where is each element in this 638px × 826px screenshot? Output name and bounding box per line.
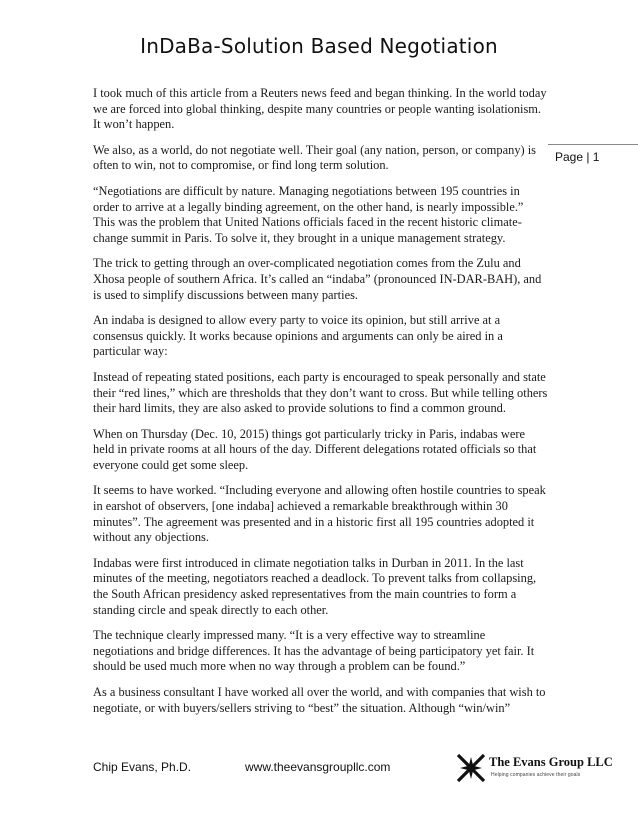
page-title: InDaBa-Solution Based Negotiation	[140, 34, 498, 58]
paragraph-6: Instead of repeating stated positions, each party is encouraged to speak personally and state their “red lines,” which are thresholds that they don’t want to cross. But while telling others their hard limits, they are also asked to provide solutions to find a common ground.	[93, 369, 548, 416]
paragraph-2: We also, as a world, do not negotiate well. Their goal (any nation, person, or company) is often to win, not to compromise, or find long term solution.	[93, 142, 537, 173]
paragraph-11: As a business consultant I have worked all over the world, and with companies that wish to negotiate, or with buyers/sellers striving to “best” the situation. Although “win/win”	[93, 685, 546, 715]
x-star-logo-icon	[455, 752, 487, 784]
paragraph-8: It seems to have worked. “Including everyone and allowing often hostile countries to speak in earshot of observers, [one indaba] achieved a remarkable breakthrough within 30 minutes”. The agreement was presented and in a historic first all 195 countries adopted it without any objections.	[93, 483, 546, 545]
paragraph-1: I took much of this article from a Reuters news feed and began thinking. In the world today we are forced into global thinking, despite many countries or people wanting isolationism. It won’t happen.	[93, 86, 547, 132]
page-number-divider	[548, 144, 638, 145]
article-body	[93, 86, 548, 726]
paragraph-3: “Negotiations are difficult by nature. Managing negotiations between 195 countries in order to arrive at a legally binding agreement, on the other hand, is nearly impossible.” This was the problem that United Nations officials faced in the recent historic climate-change summit in Paris. To solve it, they brought in a unique management strategy.	[93, 183, 524, 245]
page-number: Page | 1	[555, 150, 600, 164]
paragraph-4: The trick to getting through an over-complicated negotiation comes from the Zulu and Xhosa people of southern Africa. It’s called an “indaba” (pronounced IN-DAR-BAH), and is used to simplify discussions between many parties.	[93, 256, 542, 302]
paragraph-9: Indabas were first introduced in climate negotiation talks in Durban in 2011. In the last minutes of the meeting, negotiators reached a deadlock. To prevent talks from collapsing, the South African presidency asked representatives from the main countries to form a standing circle and speak directly to each other.	[93, 555, 537, 617]
logo-company-name: The Evans Group LLC	[489, 755, 613, 769]
paragraph-10: The technique clearly impressed many. “It is a very effective way to streamline negotiations and bridge differences. It has the advantage of being participatory yet fair. It should be used much more when no way through a problem can be found.”	[93, 628, 535, 674]
paragraph-7: When on Thursday (Dec. 10, 2015) things got particularly tricky in Paris, indabas were held in private rooms at all hours of the day. Different delegations rotated officials so that everyone could get some sleep.	[93, 426, 537, 472]
logo-tagline: Helping companies achieve their goals	[491, 772, 581, 778]
company-logo	[455, 752, 613, 786]
paragraph-5: An indaba is designed to allow every party to voice its opinion, but still arrive at a consensus quickly. It works because opinions and arguments can only be aired in a particular way:	[93, 313, 503, 359]
footer-url[interactable]: www.theevansgroupllc.com	[245, 760, 391, 774]
footer-author: Chip Evans, Ph.D.	[93, 760, 192, 774]
